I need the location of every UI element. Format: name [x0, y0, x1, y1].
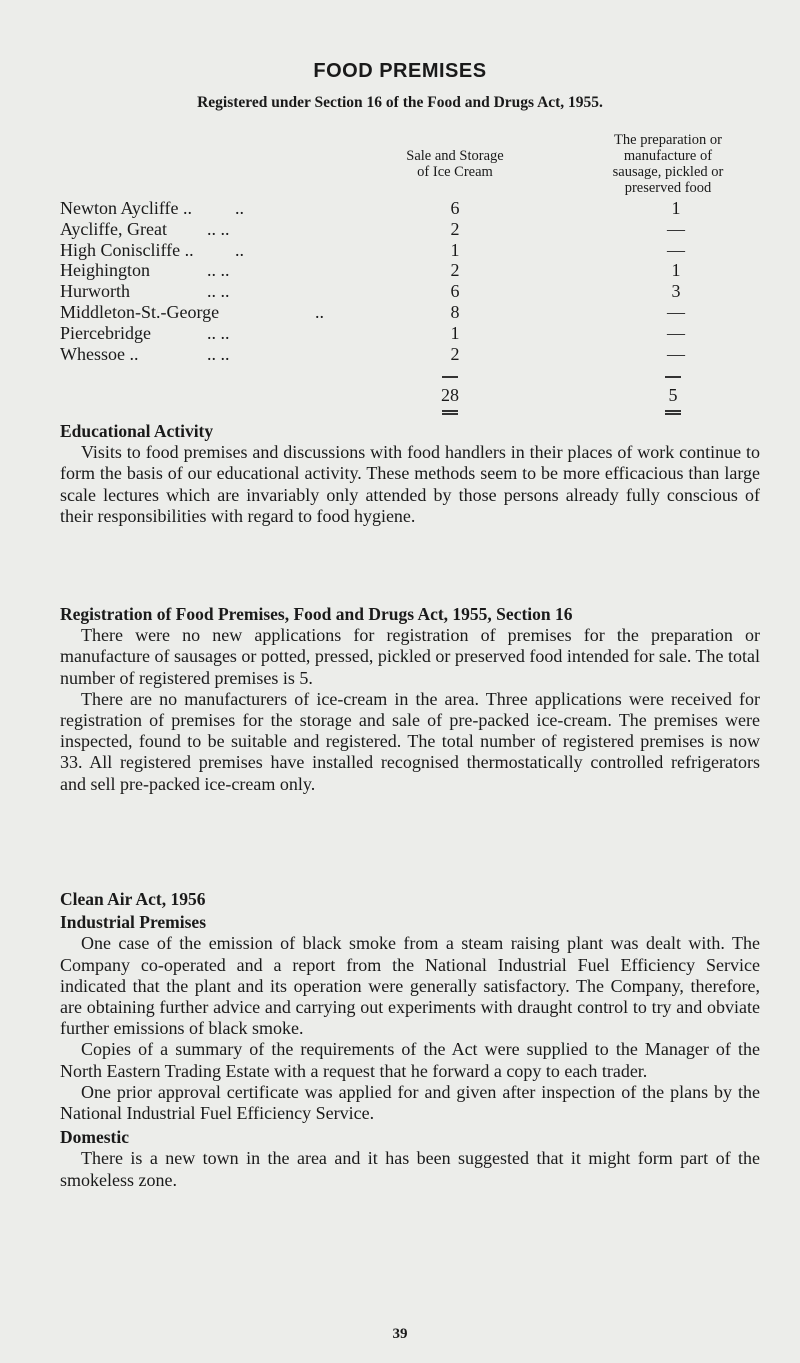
paragraph: Visits to food premises and discussions with food handlers in their places of work continue to form the basis of our educational activity. These methods seem to be more efficacious than large scale lectures which are invariably only attended by those persons already fully conscious of their responsibilities with regard to food hygiene.: [60, 442, 760, 526]
table-row: [60, 344, 760, 365]
registration-section: [60, 604, 760, 795]
ice-cream-count: 6: [450, 198, 460, 218]
subtotal-rule: [442, 376, 458, 378]
premises-table: [60, 198, 760, 364]
total-double-rule: [665, 413, 681, 415]
total-double-rule: [442, 410, 458, 412]
place-name: Whessoe ..: [60, 343, 139, 364]
page-number: 39: [392, 1326, 408, 1342]
table-row: [60, 198, 760, 219]
page-subtitle: Registered under Section 16 of the Food and Drugs Act, 1955.: [197, 94, 603, 111]
column-header-preparation-line: manufacture of: [623, 148, 713, 164]
total-double-rule: [442, 413, 458, 415]
subsection-heading: Domestic: [60, 1127, 130, 1148]
leader-dots: ..: [235, 198, 244, 218]
ice-cream-count: 1: [450, 322, 460, 343]
paragraph: Copies of a summary of the requirements of the Act were supplied to the Manager of the North Eastern Trading Estate with a request that he forward a copy to each trader.: [60, 1039, 760, 1081]
preparation-count: —: [667, 343, 685, 364]
preparation-count: 1: [671, 198, 681, 218]
leader-dots: ..: [235, 239, 244, 260]
section-heading: Clean Air Act, 1956: [60, 889, 206, 909]
preparation-count: —: [667, 218, 685, 239]
place-name: Middleton-St.-George: [60, 301, 220, 322]
column-header-preparation-line: sausage, pickled or: [612, 164, 724, 180]
leader-dots: .. ..: [207, 260, 230, 281]
total-ice-cream: 28: [441, 385, 459, 405]
leader-dots: .. ..: [207, 322, 230, 343]
leader-dots: .. ..: [207, 218, 230, 239]
ice-cream-count: 2: [450, 343, 460, 364]
preparation-count: 3: [671, 281, 681, 302]
column-header-preparation-line: The preparation or: [614, 132, 722, 148]
ice-cream-count: 1: [450, 239, 460, 260]
leader-dots: .. ..: [207, 281, 230, 302]
section-heading: Educational Activity: [60, 421, 214, 441]
clean-air-section: [60, 889, 760, 1191]
subsection-heading: Industrial Premises: [60, 912, 206, 933]
educational-section: [60, 421, 760, 527]
paragraph: One case of the emission of black smoke from a steam raising plant was dealt with. The Company co-operated and a report from the National Industrial Fuel Efficiency Service indicated that the plant and its operation were generally satisfactory. The Company, therefore, are obtaining further advice and carrying out experiments with draught control to try and obviate further emissions of black smoke.: [60, 933, 760, 1039]
subtotal-rule: [665, 376, 681, 378]
table-row: [60, 219, 760, 240]
leader-dots: ..: [315, 301, 324, 322]
preparation-count: —: [667, 301, 685, 322]
paragraph: One prior approval certificate was applied for and given after inspection of the plans by the National Industrial Fuel Efficiency Service.: [60, 1081, 760, 1124]
paragraph: There are no manufacturers of ice-cream in the area. Three applications were received for registration of premises for the storage and sale of pre-packed ice-cream. The premises were inspected, found to be suitable and registered. The total number of registered premises is now 33. All registered premises have installed recognised thermostatically controlled refrigerators and sell pre-packed ice-cream only.: [60, 688, 760, 794]
table-row: [60, 281, 760, 302]
paragraph: There were no new applications for registration of premises for the preparation or manufacture of sausages or potted, pressed, pickled or preserved food intended for sale. The total number of registered premises is 5.: [60, 625, 760, 688]
column-header-preparation-line: preserved food: [624, 180, 712, 196]
ice-cream-count: 8: [450, 301, 460, 322]
section-heading: Registration of Food Premises, Food and Drugs Act, 1955, Section 16: [60, 604, 573, 624]
total-preparation: 5: [668, 385, 678, 405]
column-header-ice-cream: [360, 148, 550, 180]
preparation-count: —: [667, 322, 685, 343]
table-row: [60, 323, 760, 344]
leader-dots: .. ..: [207, 343, 230, 364]
place-name: High Coniscliffe ..: [60, 239, 194, 260]
paragraph: There is a new town in the area and it has been suggested that it might form part of the smokeless zone.: [60, 1148, 760, 1190]
column-header-preparation: [548, 132, 788, 196]
total-double-rule: [665, 410, 681, 412]
ice-cream-count: 2: [450, 218, 460, 239]
place-name: Heighington: [60, 260, 150, 281]
place-name: Hurworth: [60, 281, 130, 302]
place-name: Piercebridge: [60, 322, 151, 343]
ice-cream-count: 6: [450, 281, 460, 302]
table-row: [60, 260, 760, 281]
preparation-count: 1: [671, 260, 681, 281]
column-header-ice-cream-line: of Ice Cream: [417, 164, 493, 180]
page-title: FOOD PREMISES: [313, 60, 487, 82]
table-row: [60, 302, 760, 323]
place-name: Newton Aycliffe ..: [60, 198, 192, 218]
preparation-count: —: [667, 239, 685, 260]
table-row: [60, 240, 760, 261]
place-name: Aycliffe, Great: [60, 218, 167, 239]
ice-cream-count: 2: [450, 260, 460, 281]
column-header-ice-cream-line: Sale and Storage: [406, 148, 504, 164]
